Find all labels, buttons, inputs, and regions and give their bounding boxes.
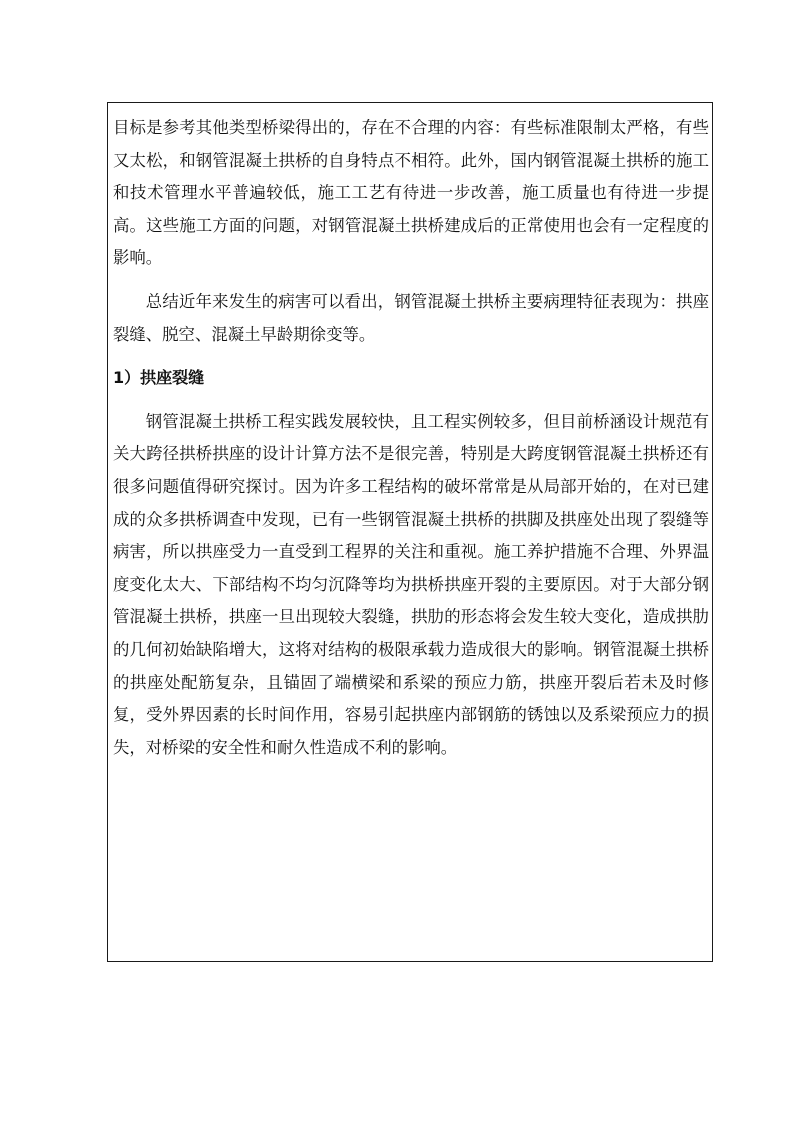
section-heading-arch-seat-cracks: 1）拱座裂缝 [113, 368, 205, 388]
paragraph-summary: 总结近年来发生的病害可以看出，钢管混凝土拱桥主要病理特征表现为：拱座裂缝、脱空、混凝土早龄期徐变等。 [113, 291, 709, 344]
document-body [113, 112, 709, 764]
paragraph-continuation: 目标是参考其他类型桥梁得出的，存在不合理的内容：有些标准限制太严格，有些又太松，和钢管混凝土拱桥的自身特点不相符。此外，国内钢管混凝土拱桥的施工和技术管理水平普遍较低，施工工艺有待进一步改善，施工质量也有待进一步提高。这些施工方面的问题，对钢管混凝土拱桥建成后的正常使用也会有一定程度的影响。 [113, 118, 709, 268]
paragraph-arch-seat-cracks: 钢管混凝土拱桥工程实践发展较快，且工程实例较多，但目前桥涵设计规范有关大跨径拱桥拱座的设计计算方法不是很完善，特别是大跨度钢管混凝土拱桥还有很多问题值得研究探讨。因为许多工程结构的破坏常常是从局部开始的，在对已建成的众多拱桥调查中发现，已有一些钢管混凝土拱桥的拱脚及拱座处出现了裂缝等病害，所以拱座受力一直受到工程界的关注和重视。施工养护措施不合理、外界温度变化太大、下部结构不均匀沉降等均为拱桥拱座开裂的主要原因。对于大部分钢管混凝土拱桥，拱座一旦出现较大裂缝，拱肋的形态将会发生较大变化，造成拱肋的几何初始缺陷增大，这将对结构的极限承载力造成很大的影响。钢管混凝土拱桥的拱座处配筋复杂，且锚固了端横梁和系梁的预应力筋，拱座开裂后若未及时修复，受外界因素的长时间作用，容易引起拱座内部钢筋的锈蚀以及系梁预应力的损失，对桥梁的安全性和耐久性造成不利的影响。 [113, 411, 709, 757]
